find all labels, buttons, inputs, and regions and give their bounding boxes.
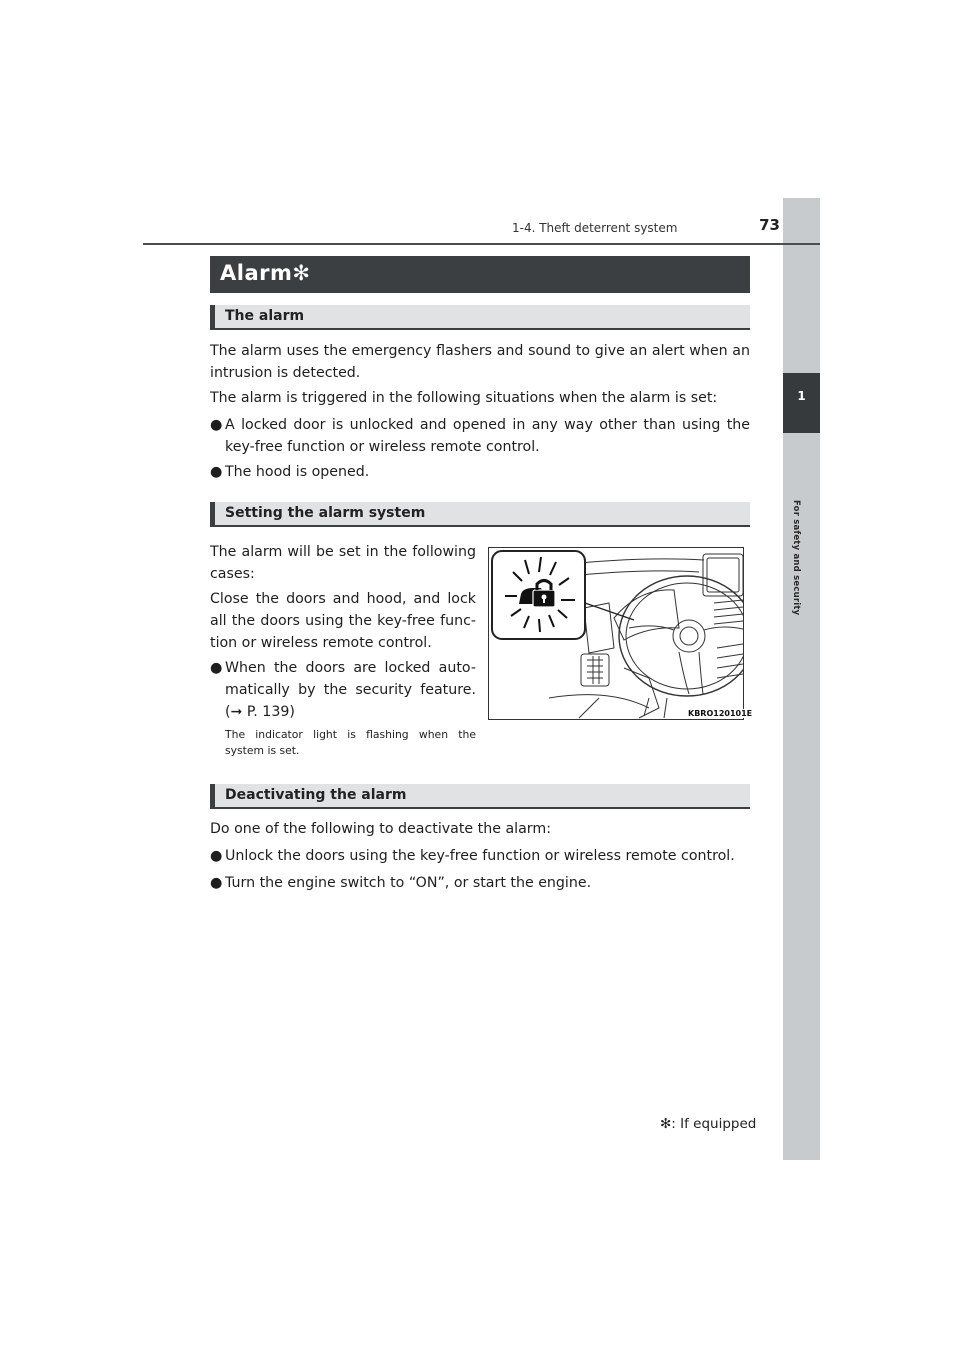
section-heading-setting [210,502,750,527]
section-heading-deactivating [210,784,750,809]
list-item [210,872,750,894]
figure-code: KBRO120101E [688,709,753,718]
chapter-number-tab [783,373,820,433]
page-title-bar [210,256,750,293]
chapter-number: 1 [797,389,806,403]
page-title: Alarm✻ [220,261,311,285]
header-rule [143,243,820,245]
list-item [210,461,750,483]
bullet-icon: ● [210,875,223,891]
heading-text: The alarm [225,308,305,324]
chapter-side-tab [783,198,820,1160]
chapter-label: For safety and security [791,500,801,616]
setting-intro: The alarm will be set in the following cases: [210,544,476,582]
heading-text: Deactivating the alarm [225,787,407,803]
bullet-icon: ● [210,848,223,864]
indicator-note: The indicator light is flashing when the system is set. [225,728,476,757]
list-item-text: When the doors are locked auto-matically by the security feature. (➞ P. 139) [225,660,476,720]
alarm-trigger-intro: The alarm is triggered in the following situations when the alarm is set: [210,390,718,406]
alarm-description: The alarm uses the emergency flashers and sound to give an alert when an intrusion is detected. [210,343,750,381]
list-item-text: Turn the engine switch to “ON”, or start the engine. [225,875,592,891]
list-item-text: Unlock the doors using the key-free function or wireless remote control. [225,848,735,864]
list-item-text: A locked door is unlocked and opened in any way other than using the key-free function or wireless remote control. [225,417,750,455]
list-item [210,845,755,867]
bullet-icon: ● [210,464,223,480]
section-heading-the-alarm [210,305,750,330]
list-item [210,657,476,723]
list-item-text: The hood is opened. [225,464,370,480]
dashboard-drawing [489,548,744,720]
bullet-icon: ● [210,660,223,676]
list-item [210,414,750,458]
bullet-icon: ● [210,417,223,433]
section-header: 1-4. Theft deterrent system [512,221,678,235]
deactivate-intro: Do one of the following to deactivate the alarm: [210,821,551,837]
indicator-light-illustration [488,547,744,720]
footnote: ✻: If equipped [660,1116,757,1132]
setting-procedure: Close the doors and hood, and lock all the doors using the key-free func-tion or wireless remote control. [210,591,476,651]
page-number: 73 [759,216,780,234]
heading-text: Setting the alarm system [225,505,426,521]
